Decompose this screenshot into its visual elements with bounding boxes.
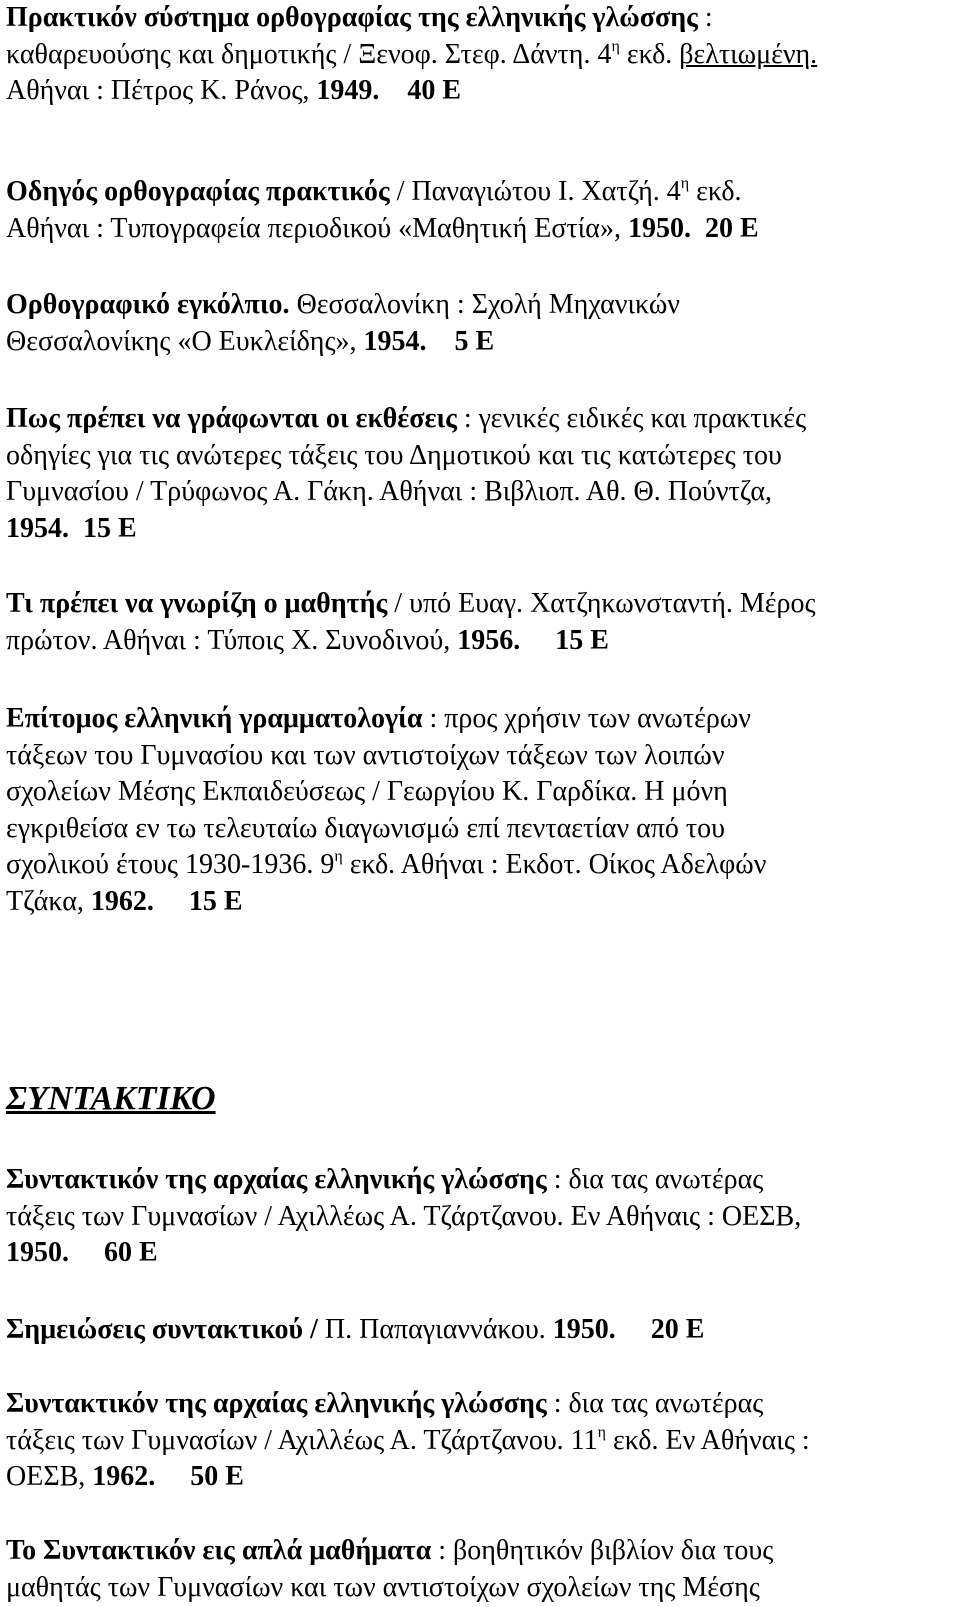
edition-superscript: η xyxy=(611,37,620,55)
entry-price: 20 Ε xyxy=(650,1314,705,1345)
entry-year: 1962. xyxy=(90,885,154,917)
entry-title: Σημειώσεις συντακτικού / xyxy=(6,1314,318,1345)
entry-title: Συντακτικόν της αρχαίας ελληνικής γλώσσης xyxy=(6,1164,547,1195)
entry-title: Συντακτικόν της αρχαίας ελληνικής γλώσσης xyxy=(6,1388,547,1419)
bibliography-entry: Τι πρέπει να γνωρίζη ο μαθητής / υπό Ευαγ. Χατζηκωνσταντή. Μέρος πρώτον. Αθήναι : Τύποις Χ. Συνοδινού, 1956. 15 Ε xyxy=(6,588,816,656)
edition-superscript: η xyxy=(334,848,343,865)
bibliography-entry: Το Συντακτικόν εις απλά μαθήματα : βοηθητικόν βιβλίον δια τους μαθητάς των Γυμνασίων και των αντιστοίχων σχολείων της Μέσης xyxy=(6,1535,774,1603)
entry-year: 1954. xyxy=(6,512,69,544)
entry-year: 1956. xyxy=(457,624,521,656)
bibliography-entry: Οδηγός ορθογραφίας πρακτικός / Παναγιώτου Ι. Χατζή. $4^\eta$ εκδ. Αθήναι : Τυπογραφεία περιοδικού «Μαθητική Εστία», 1950. 20 Ε xyxy=(6,175,759,244)
bibliography-entry: Συντακτικόν της αρχαίας ελληνικής γλώσσης : δια τας ανωτέρας τάξεις των Γυμνασίων / Αχιλλέως Α. Τζάρτζανου. Εν Αθήναις : ΟΕΣΒ, 1950. 60 Ε xyxy=(6,1164,802,1268)
entry-price: 60 Ε xyxy=(104,1237,158,1268)
section-heading: ΣΥΝΤΑΚΤΙΚΟ xyxy=(6,1080,216,1117)
bibliography-entry: Επίτομος ελληνική γραμματολογία : προς χρήσιν των ανωτέρων τάξεων του Γυμνασίου και των αντιστοίχων τάξεων των λοιπών σχολείων Μέσης Εκπαιδεύσεως / Γεωργίου Κ. Γαρδίκα. Η μόνη εγκριθείσα εν τω τελευταίω διαγωνισμώ επί πενταετίαν από του σχολικού έτους 1930-1936. $9^\eta$ εκδ. Αθήναι : Εκδοτ. Οίκος Αδελφών Τζάκα, 1962. 15 Ε xyxy=(6,703,767,917)
entry-title: Πρακτικόν σύστημα ορθογραφίας της ελληνικής γλώσσης xyxy=(6,2,698,33)
bibliography-entry: Πως πρέπει να γράφωνται οι εκθέσεις : γενικές ειδικές και πρακτικές οδηγίες για τις ανώτερες τάξεις του Δημοτικού και τις κατώτερες του Γυμνασίου / Τρύφωνος Α. Γάκη. Αθήναι : Βιβλιοπ. Αθ. Θ. Πούντζα, 1954. 15 Ε xyxy=(6,403,807,544)
entry-title: Επίτομος ελληνική γραμματολογία xyxy=(6,703,423,734)
entry-year: 1950. xyxy=(6,1237,69,1268)
entry-title: Τι πρέπει να γνωρίζη ο μαθητής xyxy=(6,588,388,619)
entry-price: 20 Ε xyxy=(704,212,759,244)
entry-price: 15 Ε xyxy=(83,512,137,544)
entry-price: 40 Ε xyxy=(407,75,462,106)
entry-year: 1954. xyxy=(363,325,427,357)
underlined-word: βελτιωμένη. xyxy=(679,38,818,70)
bibliography-entry: Συντακτικόν της αρχαίας ελληνικής γλώσσης : δια τας ανωτέρας τάξεις των Γυμνασίων / Αχιλλέως Α. Τζάρτζανου. $11^\eta$ εκδ. Εν Αθήναις : ΟΕΣΒ, 1962. 50 Ε xyxy=(6,1388,810,1492)
edition-superscript: η xyxy=(680,175,690,192)
entry-title: Το Συντακτικόν εις απλά μαθήματα xyxy=(6,1535,432,1566)
entry-year: 1949. xyxy=(316,75,380,106)
bibliography-entry: Ορθογραφικό εγκόλπιο. Θεσσαλονίκη : Σχολή Μηχανικών Θεσσαλονίκης «Ο Ευκλείδης», 1954. 5 Ε xyxy=(6,289,680,357)
bibliography-entry: Πρακτικόν σύστημα ορθογραφίας της ελληνικής γλώσσης : καθαρευούσης και δημοτικής / Ξενοφ. Στεφ. Δάντη. $4^\eta$ εκδ. βελτιωμένη. Αθήναι : Πέτρος Κ. Ράνος, 1949. 40 Ε xyxy=(6,2,818,106)
bibliography-entry: Σημειώσεις συντακτικού / Π. Παπαγιαννάκου. 1950. 20 Ε xyxy=(6,1314,705,1345)
entry-year: 1950. xyxy=(552,1314,616,1345)
entry-price: 15 Ε xyxy=(555,624,609,656)
entry-title: Οδηγός ορθογραφίας πρακτικός xyxy=(6,176,390,207)
entry-title: Ορθογραφικό εγκόλπιο. xyxy=(6,289,290,320)
entry-price: 50 Ε xyxy=(190,1461,244,1492)
entry-price: 5 Ε xyxy=(454,325,495,357)
entry-year: 1962. xyxy=(92,1461,156,1492)
edition-superscript: η xyxy=(597,1423,607,1441)
entry-title: Πως πρέπει να γράφωνται οι εκθέσεις xyxy=(6,403,457,434)
entry-price: 15 Ε xyxy=(188,885,243,917)
entry-year: 1950. xyxy=(627,212,691,244)
